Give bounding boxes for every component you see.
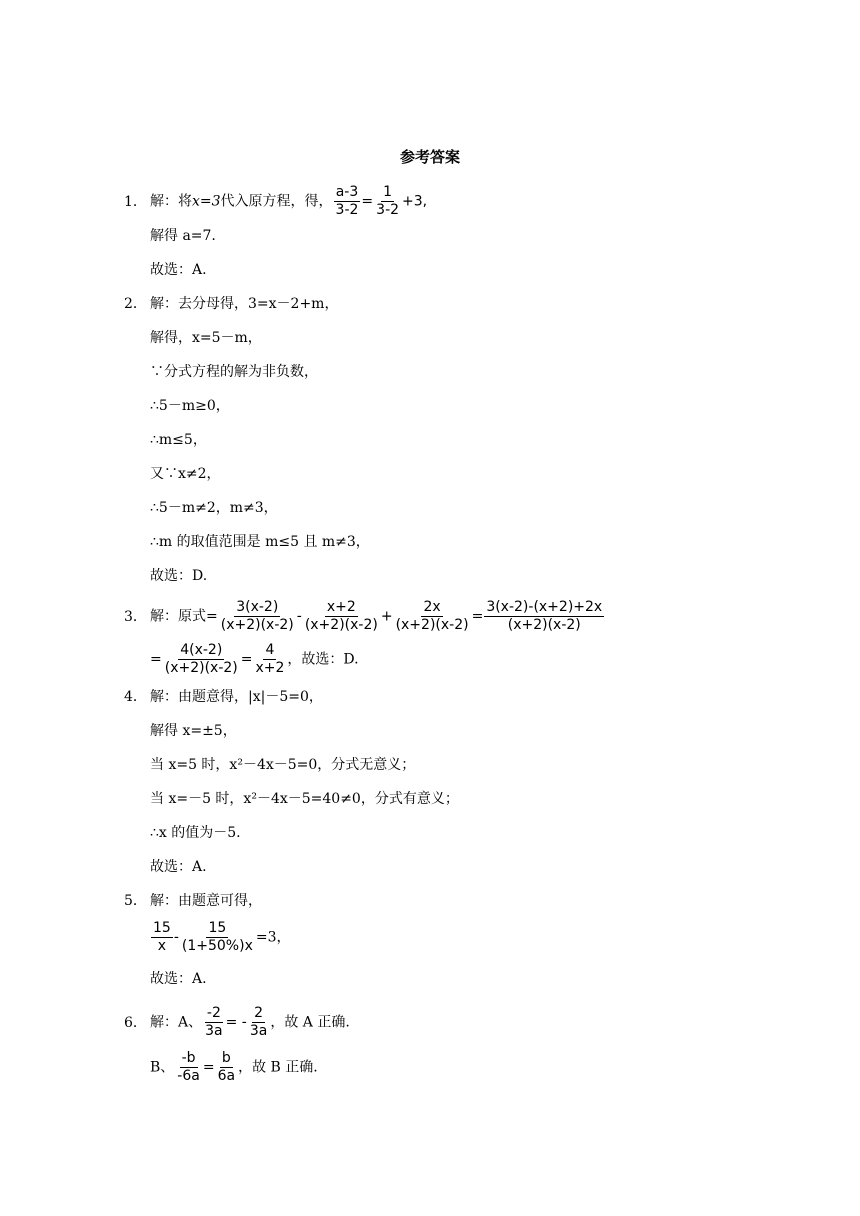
fraction: $\frac{4}{x+2}$ bbox=[255, 642, 285, 676]
fraction: $\frac{15}{x}$ bbox=[153, 920, 171, 954]
fraction: $\frac{2}{3a}$ bbox=[249, 1005, 268, 1039]
problem-number: 5． bbox=[124, 893, 147, 909]
problem-number: 3． bbox=[124, 608, 147, 625]
problem-6-line-1: 6． 解：A、 $\frac{-2}{3a}$ = - $\frac{2}{3a}$ ，故 A 正确. bbox=[124, 1005, 350, 1039]
problem-2-line-4: ∴5－m≥0， bbox=[150, 398, 230, 414]
fraction: $\frac{15}{(1+50\%)x}$ bbox=[181, 920, 253, 954]
problem-2-line-8: ∴m 的取值范围是 m≤5 且 m≠3， bbox=[150, 534, 370, 550]
problem-4-line-6: 故选：A. bbox=[150, 859, 207, 875]
fraction: $\frac{1}{3-2}$ bbox=[376, 184, 400, 218]
problem-5-line-3: 故选：A. bbox=[150, 971, 207, 987]
problem-number: 2． bbox=[124, 296, 147, 312]
problem-3-line-2: = $\frac{4(x-2)}{(x+2)(x-2)}$ = $\frac{4}{x+2}$ ，故选：D. bbox=[150, 642, 359, 676]
problem-1-line-3: 故选：A. bbox=[150, 262, 207, 278]
fraction: $\frac{a-3}{3-2}$ bbox=[335, 184, 359, 218]
fraction: $\frac{-2}{3a}$ bbox=[205, 1005, 223, 1039]
problem-2-line-1: 2． 解：去分母得，3=x－2+m， bbox=[124, 296, 339, 312]
problem-5-line-1: 5． 解：由题意可得， bbox=[124, 893, 262, 909]
problem-4-line-2: 解得 x=±5， bbox=[150, 723, 237, 739]
fraction: $\frac{x+2}{(x+2)(x-2)}$ bbox=[304, 599, 378, 633]
fraction: $\frac{3(x-2)-(x+2)+2x}{(x+2)(x-2)}$ bbox=[486, 599, 603, 633]
problem-number: 1． bbox=[124, 193, 147, 210]
problem-2-line-5: ∴m≤5， bbox=[150, 432, 207, 448]
fraction: $\frac{2x}{(x+2)(x-2)}$ bbox=[395, 599, 469, 633]
problem-1-line-1: 1． 解：将x=3代入原方程，得， $\frac{a-3}{3-2}$ = $\frac{1}{3-2}$ +3, bbox=[124, 184, 428, 218]
problem-1-line-2: 解得 a=7. bbox=[150, 228, 216, 244]
problem-number: 4． bbox=[124, 689, 147, 705]
problem-2-line-7: ∴5－m≠2，m≠3， bbox=[150, 500, 278, 516]
problem-number: 6． bbox=[124, 1014, 147, 1031]
problem-2-line-9: 故选：D. bbox=[150, 568, 208, 584]
problem-4-line-5: ∴x 的值为－5. bbox=[150, 825, 241, 841]
problem-2-line-6: 又∵x≠2， bbox=[150, 466, 221, 482]
problem-2-line-2: 解得，x=5－m， bbox=[150, 330, 262, 346]
fraction: $\frac{-b}{-6a}$ bbox=[177, 1050, 200, 1084]
problem-4-line-4: 当 x=－5 时，x²－4x－5=40≠0，分式有意义； bbox=[150, 791, 459, 807]
problem-3-line-1: 3． 解：原式= $\frac{3(x-2)}{(x+2)(x-2)}$ - $\frac{x+2}{(x+2)(x-2)}$ + $\frac{2x}{(x+2)(x-2)}$ = $\frac{3(x-2)-(x+2)+2x}{(x+2)(x-2)}$ bbox=[124, 599, 603, 633]
problem-4-line-1: 4． 解：由题意得，|x|－5=0， bbox=[124, 689, 323, 705]
fraction: $\frac{3(x-2)}{(x+2)(x-2)}$ bbox=[220, 599, 294, 633]
problem-2-line-3: ∵分式方程的解为非负数， bbox=[150, 364, 318, 380]
problem-6-line-2: B、 $\frac{-b}{-6a}$ = $\frac{b}{6a}$ ，故 B 正确. bbox=[150, 1050, 318, 1084]
fraction: $\frac{b}{6a}$ bbox=[217, 1050, 236, 1084]
fraction: $\frac{4(x-2)}{(x+2)(x-2)}$ bbox=[164, 642, 238, 676]
problem-4-line-3: 当 x=5 时，x²－4x－5=0，分式无意义； bbox=[150, 757, 416, 773]
problem-5-line-2: $\frac{15}{x}$ - $\frac{15}{(1+50\%)x}$ =3， bbox=[153, 920, 291, 954]
page-title: 参考答案 bbox=[399, 148, 460, 166]
